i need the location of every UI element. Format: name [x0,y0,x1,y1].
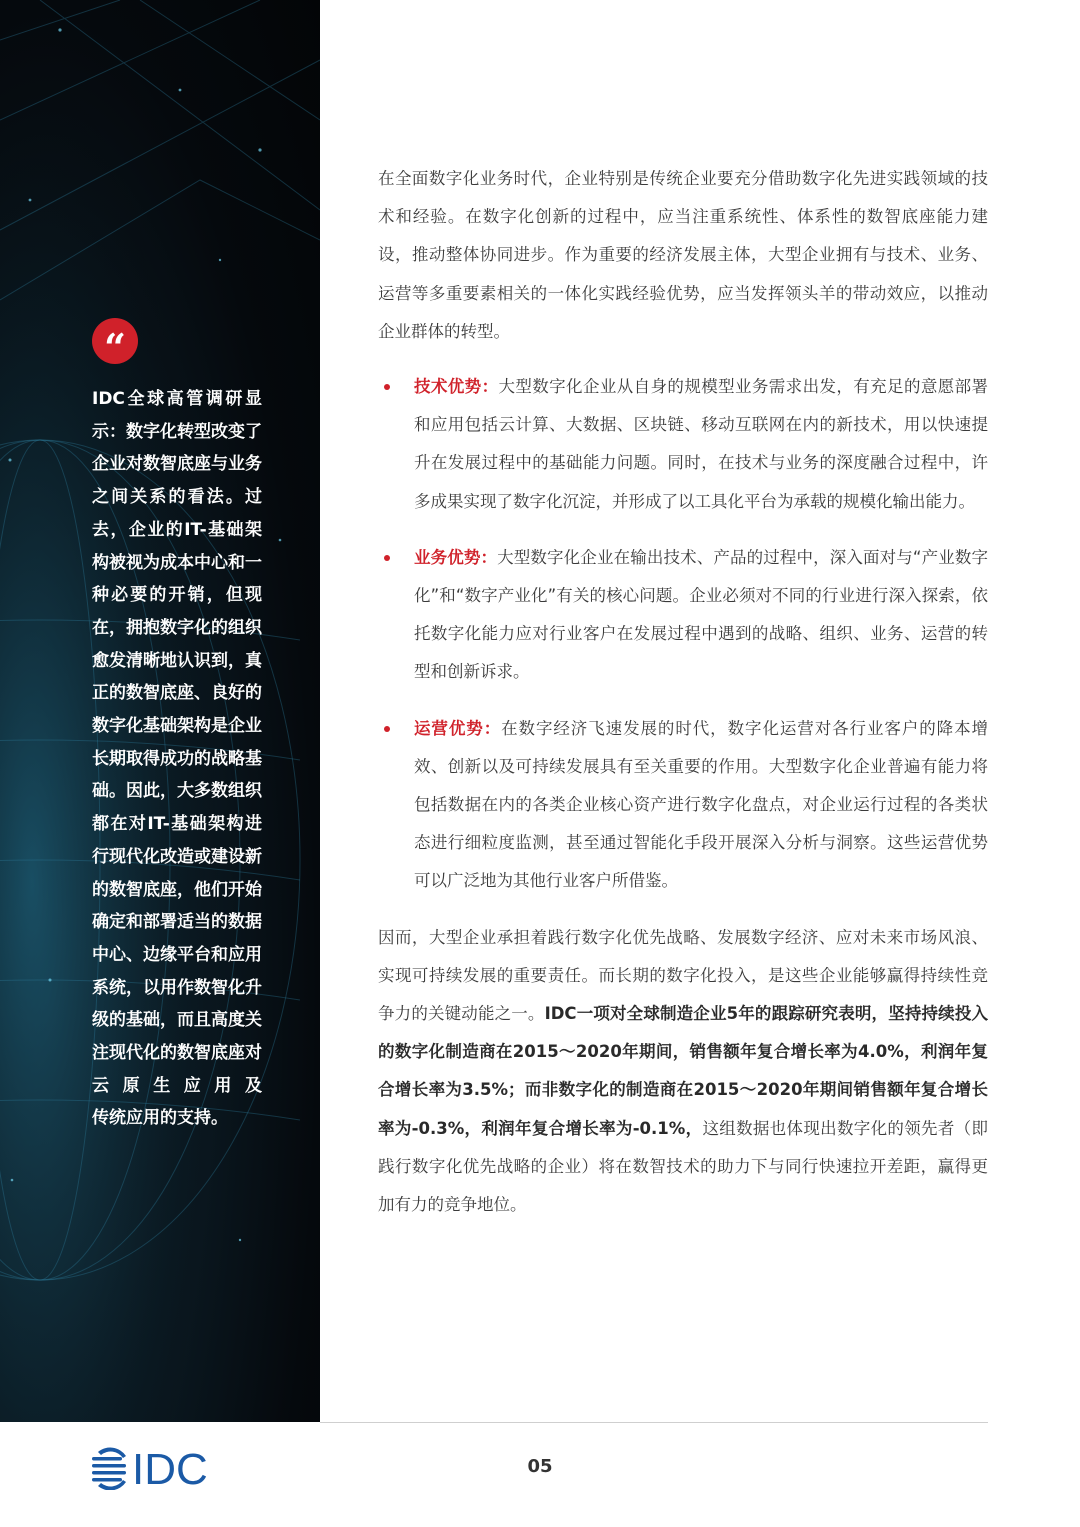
list-item-operations [378,710,988,901]
idc-logo [92,1446,232,1490]
bullet-text: 大型数字化企业在输出技术、产品的过程中，深入面对与“产业数字化”和“数字产业化”有关的核心问题。企业必须对不同的行业进行深入探索，依托数字化能力应对行业客户在发展过程中遇到的战略、组织、业务、运营的转型和创新诉求。 [414,547,988,682]
bullet-dot-icon [384,384,390,390]
bullet-dot-icon [384,555,390,561]
advantages-list [378,368,988,901]
bullet-lead: 运营优势： [414,718,502,738]
closing-text-a: 因而，大型企业承担着践行数字化优先战略、发展数字经济、应对未来市场风浪、实现可持续发展的重要责任。而长期的数字化投入，是这些企业能够赢得持续性竞争力的关键动能之一。 [378,927,988,1024]
sidebar-quote-last-line: 传统应用的支持。 [92,1108,228,1129]
bullet-lead: 业务优势： [414,547,498,567]
closing-bold-finding: IDC一项对全球制造企业5年的跟踪研究表明，坚持持续投入的数字化制造商在2015～2020年期间，销售额年复合增长率为4.0%，利润年复合增长率为3.5%；而非数字化的制造商在2015～2020年期间销售额年复合增长率为-0.3%，利润年复合增长率为-0.1%， [378,1004,988,1138]
sidebar-quote-body: IDC全球高管调研显示：数字化转型改变了企业对数智底座与业务之间关系的看法。过去，企业的IT-基础架构被视为成本中心和一种必要的开销，但现在，拥抱数字化的组织愈发清晰地认识到，真正的数智底座、良好的数字化基础架构是企业长期取得成功的战略基础。因此，大多数组织都在对IT-基础架构进行现代化改造或建设新的数智底座，他们开始确定和部署适当的数据中心、边缘平台和应用系统，以用作数智化升级的基础，而且高度关注现代化的数智底座对云原生应用及 [92,389,262,1096]
idc-logo-icon [92,1446,232,1490]
sidebar-quote [92,383,262,1135]
sidebar-panel [0,0,320,1422]
bullet-text: 在数字经济飞速发展的时代，数字化运营对各行业客户的降本增效、创新以及可持续发展具有至关重要的作用。大型数字化企业普遍有能力将包括数据在内的各类企业核心资产进行数字化盘点，对企业运行过程的各类状态进行细粒度监测，甚至通过智能化手段开展深入分析与洞察。这些运营优势可以广泛地为其他行业客户所借鉴。 [414,718,988,891]
list-item-business [378,539,988,692]
quote-mark-icon: “ [92,318,138,364]
idc-logo-text: IDC [132,1446,208,1490]
bullet-text: 大型数字化企业从自身的规模型业务需求出发，有充足的意愿部署和应用包括云计算、大数据、区块链、移动互联网在内的新技术，用以快速提升在发展过程中的基础能力问题。同时，在技术与业务的深度融合过程中，许多成果实现了数字化沉淀，并形成了以工具化平台为承载的规模化输出能力。 [414,377,989,511]
closing-paragraph [378,919,988,1225]
intro-paragraph: 在全面数字化业务时代，企业特别是传统企业要充分借助数字化先进实践领域的技术和经验。在数字化创新的过程中，应当注重系统性、体系性的数智底座能力建设，推动整体协同进步。作为重要的经济发展主体，大型企业拥有与技术、业务、运营等多重要素相关的一体化实践经验优势，应当发挥领头羊的带动效应，以推动企业群体的转型。 [378,169,988,341]
article-body [378,160,988,1224]
page-number: 05 [527,1456,553,1477]
bullet-lead: 技术优势： [414,377,499,397]
bullet-dot-icon [384,726,390,732]
closing-text-b: 这组数据也体现出数字化的领先者（即践行数字化优先战略的企业）将在数智技术的助力下与同行快速拉开差距，赢得更加有力的竞争地位。 [378,1118,988,1215]
footer-divider [320,1422,988,1423]
list-item-technology [378,368,988,521]
